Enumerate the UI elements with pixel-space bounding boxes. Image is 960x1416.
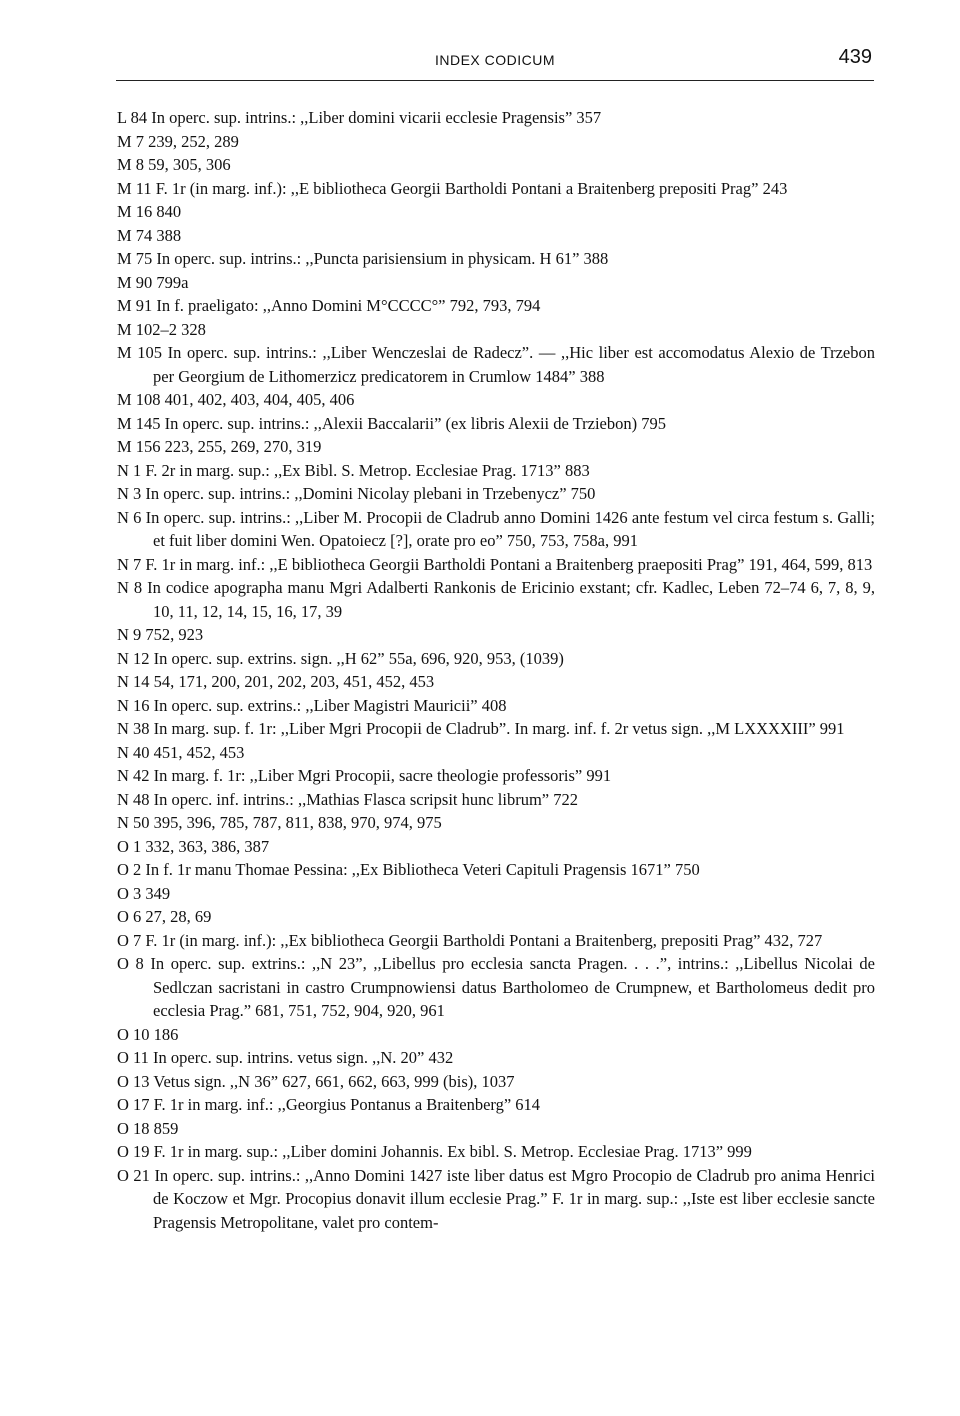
index-entry: M 91 In f. praeligato: ,,Anno Domini M°CCCC°” 792, 793, 794 [117,296,541,315]
index-entry: M 102–2 328 [117,319,206,339]
index-entry: O 21 In operc. sup. intrins.: ,,Anno Domini 1427 iste liber datus est Mgro Procopio de Cladrub pro anima Henrici de Koczow et Mgr. Procopius donavit illum ecclesie Prag.” F. 1r in marg. sup.: ,,Iste est liber ecclesie sancte Pragensis Metropolitane, valet pro contem- [117,1165,875,1232]
index-entry: O 1 332, 363, 386, 387 [117,836,270,856]
index-entry: O 8 In operc. sup. extrins.: ,,N 23”, ,,Libellus pro ecclesia sancta Pragen. . . .”, intrins.: ,,Libellus Nicolai de Sedlczan sacristani in castro Crumpnowiensi datus Bartholomeo de Crumpnew, et Bartholomeus dedit pro ecclesia Prag.” 681, 751, 752, 904, 920, 961 [117,954,875,1020]
index-entry: N 7 F. 1r in marg. inf.: ,,E bibliotheca Georgii Bartholdi Pontani a Braitenberg praepositi Prag” 191, 464, 599, 813 [117,554,873,574]
index-entry: M 105 In operc. sup. intrins.: ,,Liber Wenczeslai de Radecz”. — ,,Hic liber est accomodatus Alexio de Trzebon per Georgium de Lithomerzicz predicatorem in Crumlow 1484” 388 [117,343,875,386]
index-entry: O 18 859 [117,1118,179,1138]
index-entry: N 3 In operc. sup. intrins.: ,,Domini Nicolay plebani in Trzebenycz” 750 [117,484,596,503]
index-entry: O 7 F. 1r (in marg. inf.): ,,Ex bibliotheca Georgii Bartholdi Pontani a Braitenberg, prepositi Prag” 432, 727 [117,930,823,950]
index-entry: O 2 In f. 1r manu Thomae Pessina: ,,Ex Bibliotheca Veteri Capituli Pragensis 1671” 750 [117,860,700,879]
index-entry: M 145 In operc. sup. intrins.: ,,Alexii Baccalarii” (ex libris Alexii de Trziebon) 795 [117,413,666,433]
index-entry: O 3 349 [117,883,171,903]
index-entry: O 13 Vetus sign. ,,N 36” 627, 661, 662, 663, 999 (bis), 1037 [117,1071,515,1091]
index-entry: M 108 401, 402, 403, 404, 405, 406 [117,390,355,409]
index-entry: M 156 223, 255, 269, 270, 319 [117,437,322,456]
index-entry: O 6 27, 28, 69 [117,907,212,926]
index-entries [117,106,875,1234]
index-entry: M 11 F. 1r (in marg. inf.): ,,E bibliotheca Georgii Bartholdi Pontani a Braitenberg prepositi Prag” 243 [117,178,788,198]
index-entry: N 1 F. 2r in marg. sup.: ,,Ex Bibl. S. Metrop. Ecclesiae Prag. 1713” 883 [117,460,590,480]
index-entry: N 9 752, 923 [117,625,204,644]
index-entry: N 12 In operc. sup. extrins. sign. ,,H 62” 55a, 696, 920, 953, (1039) [117,648,564,668]
index-entry: M 8 59, 305, 306 [117,155,231,174]
page-header [116,46,874,81]
index-entry: N 38 In marg. sup. f. 1r: ,,Liber Mgri Procopii de Cladrub”. In marg. inf. f. 2r vetus sign. ,,M LXXXXIII” 991 [117,719,845,738]
index-entry: N 42 In marg. f. 1r: ,,Liber Mgri Procopii, sacre theologie professoris” 991 [117,766,612,785]
index-entry: N 6 In operc. sup. intrins.: ,,Liber M. Procopii de Cladrub anno Domini 1426 ante festum vel circa festum s. Galli; et fuit liber domini Wen. Opatoiecz [?], orate pro eo” 750, 753, 758a, 991 [117,507,875,550]
index-entry: M 16 840 [117,202,182,221]
index-entry: O 19 F. 1r in marg. sup.: ,,Liber domini Johannis. Ex bibl. S. Metrop. Ecclesiae Prag. 1713” 999 [117,1142,752,1161]
running-title: INDEX CODICUM [434,52,556,68]
index-entry: N 48 In operc. inf. intrins.: ,,Mathias Flasca scripsit hunc librum” 722 [117,789,579,809]
index-entry: N 16 In operc. sup. extrins.: ,,Liber Magistri Mauricii” 408 [117,695,507,715]
index-entry: M 7 239, 252, 289 [117,131,239,151]
index-entry: N 8 In codice apographa manu Mgri Adalberti Rankonis de Ericinio exstant; cfr. Kadlec, Leben 72–74 6, 7, 8, 9, 10, 11, 12, 14, 15, 16, 17, 39 [117,578,875,621]
index-entry: N 40 451, 452, 453 [117,742,245,762]
page-number: 439 [838,46,872,68]
index-entry: N 50 395, 396, 785, 787, 811, 838, 970, 974, 975 [117,813,442,832]
index-entry: O 10 186 [117,1024,179,1044]
index-entry: O 17 F. 1r in marg. inf.: ,,Georgius Pontanus a Braitenberg” 614 [117,1095,541,1114]
index-entry: O 11 In operc. sup. intrins. vetus sign. ,,N. 20” 432 [117,1048,454,1067]
index-entry: M 74 388 [117,225,182,245]
index-entry: N 14 54, 171, 200, 201, 202, 203, 451, 452, 453 [117,672,435,691]
index-entry: M 90 799a [117,272,189,292]
index-entry: L 84 In operc. sup. intrins.: ,,Liber domini vicarii ecclesie Pragensis” 357 [117,108,602,127]
index-entry: M 75 In operc. sup. intrins.: ,,Puncta parisiensium in physicam. H 61” 388 [117,249,609,268]
